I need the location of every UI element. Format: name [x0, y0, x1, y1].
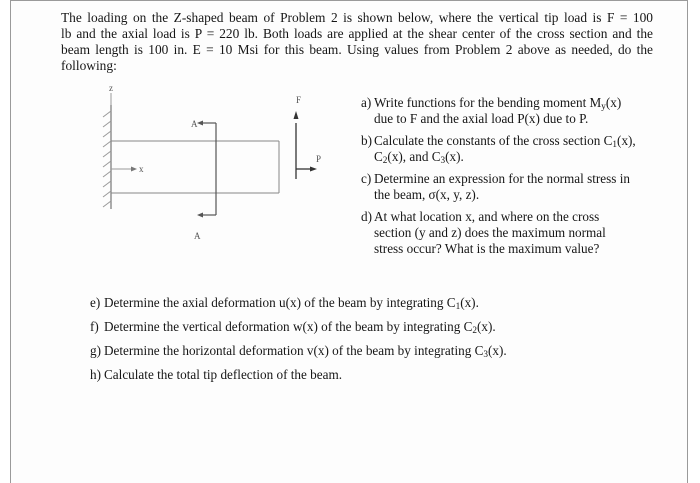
subscript: y: [601, 101, 606, 111]
question-text: (x).: [488, 343, 507, 358]
beam-loading-figure: [91, 83, 321, 253]
question-line: section (y and z) does the maximum normal: [374, 225, 606, 240]
load-p-label: P: [316, 154, 321, 164]
question-line: the beam, σ(x, y, z).: [374, 187, 480, 202]
subscript: 1: [612, 139, 618, 149]
z-axis-label: z: [109, 83, 113, 93]
question-h: [90, 367, 650, 383]
section-label-top: A: [191, 119, 198, 129]
question-text: Write functions for the bending moment M: [374, 95, 602, 110]
question-b: [361, 133, 661, 165]
load-f-label: F: [296, 95, 302, 105]
question-line: [374, 149, 661, 165]
wall-hatching: [103, 111, 111, 207]
question-text: C: [374, 149, 383, 164]
section-arrow-top-icon: [197, 121, 203, 126]
section-label-bottom: A: [194, 231, 201, 241]
question-line: At what location x, and where on the cross: [374, 209, 600, 224]
question-label: a): [361, 95, 372, 110]
question-a: [361, 95, 661, 127]
subscript: 2: [472, 325, 478, 335]
question-label: h): [90, 367, 101, 382]
question-text: (x).: [477, 319, 496, 334]
question-f: [90, 319, 650, 335]
section-cut-line: [201, 123, 216, 215]
additional-question-list: [90, 295, 650, 391]
x-axis-arrowhead: [131, 167, 137, 172]
question-text: Calculate the constants of the cross section C: [374, 133, 613, 148]
intro-line-3: beam length is 100 in. E = 10 Msi for this beam. Using values from Problem 2 above as needed, do the: [61, 42, 653, 57]
intro-line-1: The loading on the Z-shaped beam of Problem 2 is shown below, where the vertical tip load is F = 100: [61, 10, 653, 25]
question-text: Calculate the total tip deflection of the beam.: [104, 367, 343, 382]
question-list: [361, 95, 661, 263]
question-label: b): [361, 133, 372, 148]
question-text: (x), and C: [387, 149, 441, 164]
load-p-arrow-icon: [310, 167, 317, 172]
x-axis-label: x: [139, 164, 144, 174]
beam-outline: [111, 141, 279, 193]
load-f-arrow-icon: [294, 111, 299, 119]
question-e: [90, 295, 650, 311]
subscript: 2: [382, 155, 388, 165]
question-c: [361, 171, 661, 203]
intro-line-4: following:: [61, 58, 117, 73]
question-label: g): [90, 343, 101, 358]
section-arrow-bottom-icon: [197, 213, 203, 218]
question-label: e): [90, 295, 101, 310]
question-d: [361, 209, 661, 257]
subscript: 3: [483, 349, 489, 359]
question-label: c): [361, 171, 372, 186]
question-label: f): [90, 319, 99, 334]
subscript: 3: [440, 155, 446, 165]
question-line: [374, 133, 661, 149]
intro-line-2: lb and the axial load is P = 220 lb. Both loads are applied at the shear center of the cross section and the: [61, 26, 653, 41]
question-text: (x).: [460, 295, 479, 310]
beam-diagram: [91, 83, 321, 253]
problem-statement: [61, 10, 653, 74]
question-text: (x).: [445, 149, 464, 164]
question-text: Determine the horizontal deformation v(x) of the beam by integrating C: [104, 343, 484, 358]
question-text: (x),: [617, 133, 636, 148]
subscript: 1: [455, 301, 461, 311]
question-line: [374, 95, 661, 111]
document-page: [10, 0, 688, 483]
question-label: d): [361, 209, 372, 224]
question-line: due to F and the axial load P(x) due to P.: [374, 111, 589, 126]
question-text: (x): [605, 95, 622, 110]
question-line: stress occur? What is the maximum value?: [374, 241, 600, 256]
question-text: Determine the vertical deformation w(x) of the beam by integrating C: [104, 319, 473, 334]
question-text: Determine the axial deformation u(x) of the beam by integrating C: [104, 295, 456, 310]
question-line: Determine an expression for the normal stress in: [374, 171, 630, 186]
question-g: [90, 343, 650, 359]
